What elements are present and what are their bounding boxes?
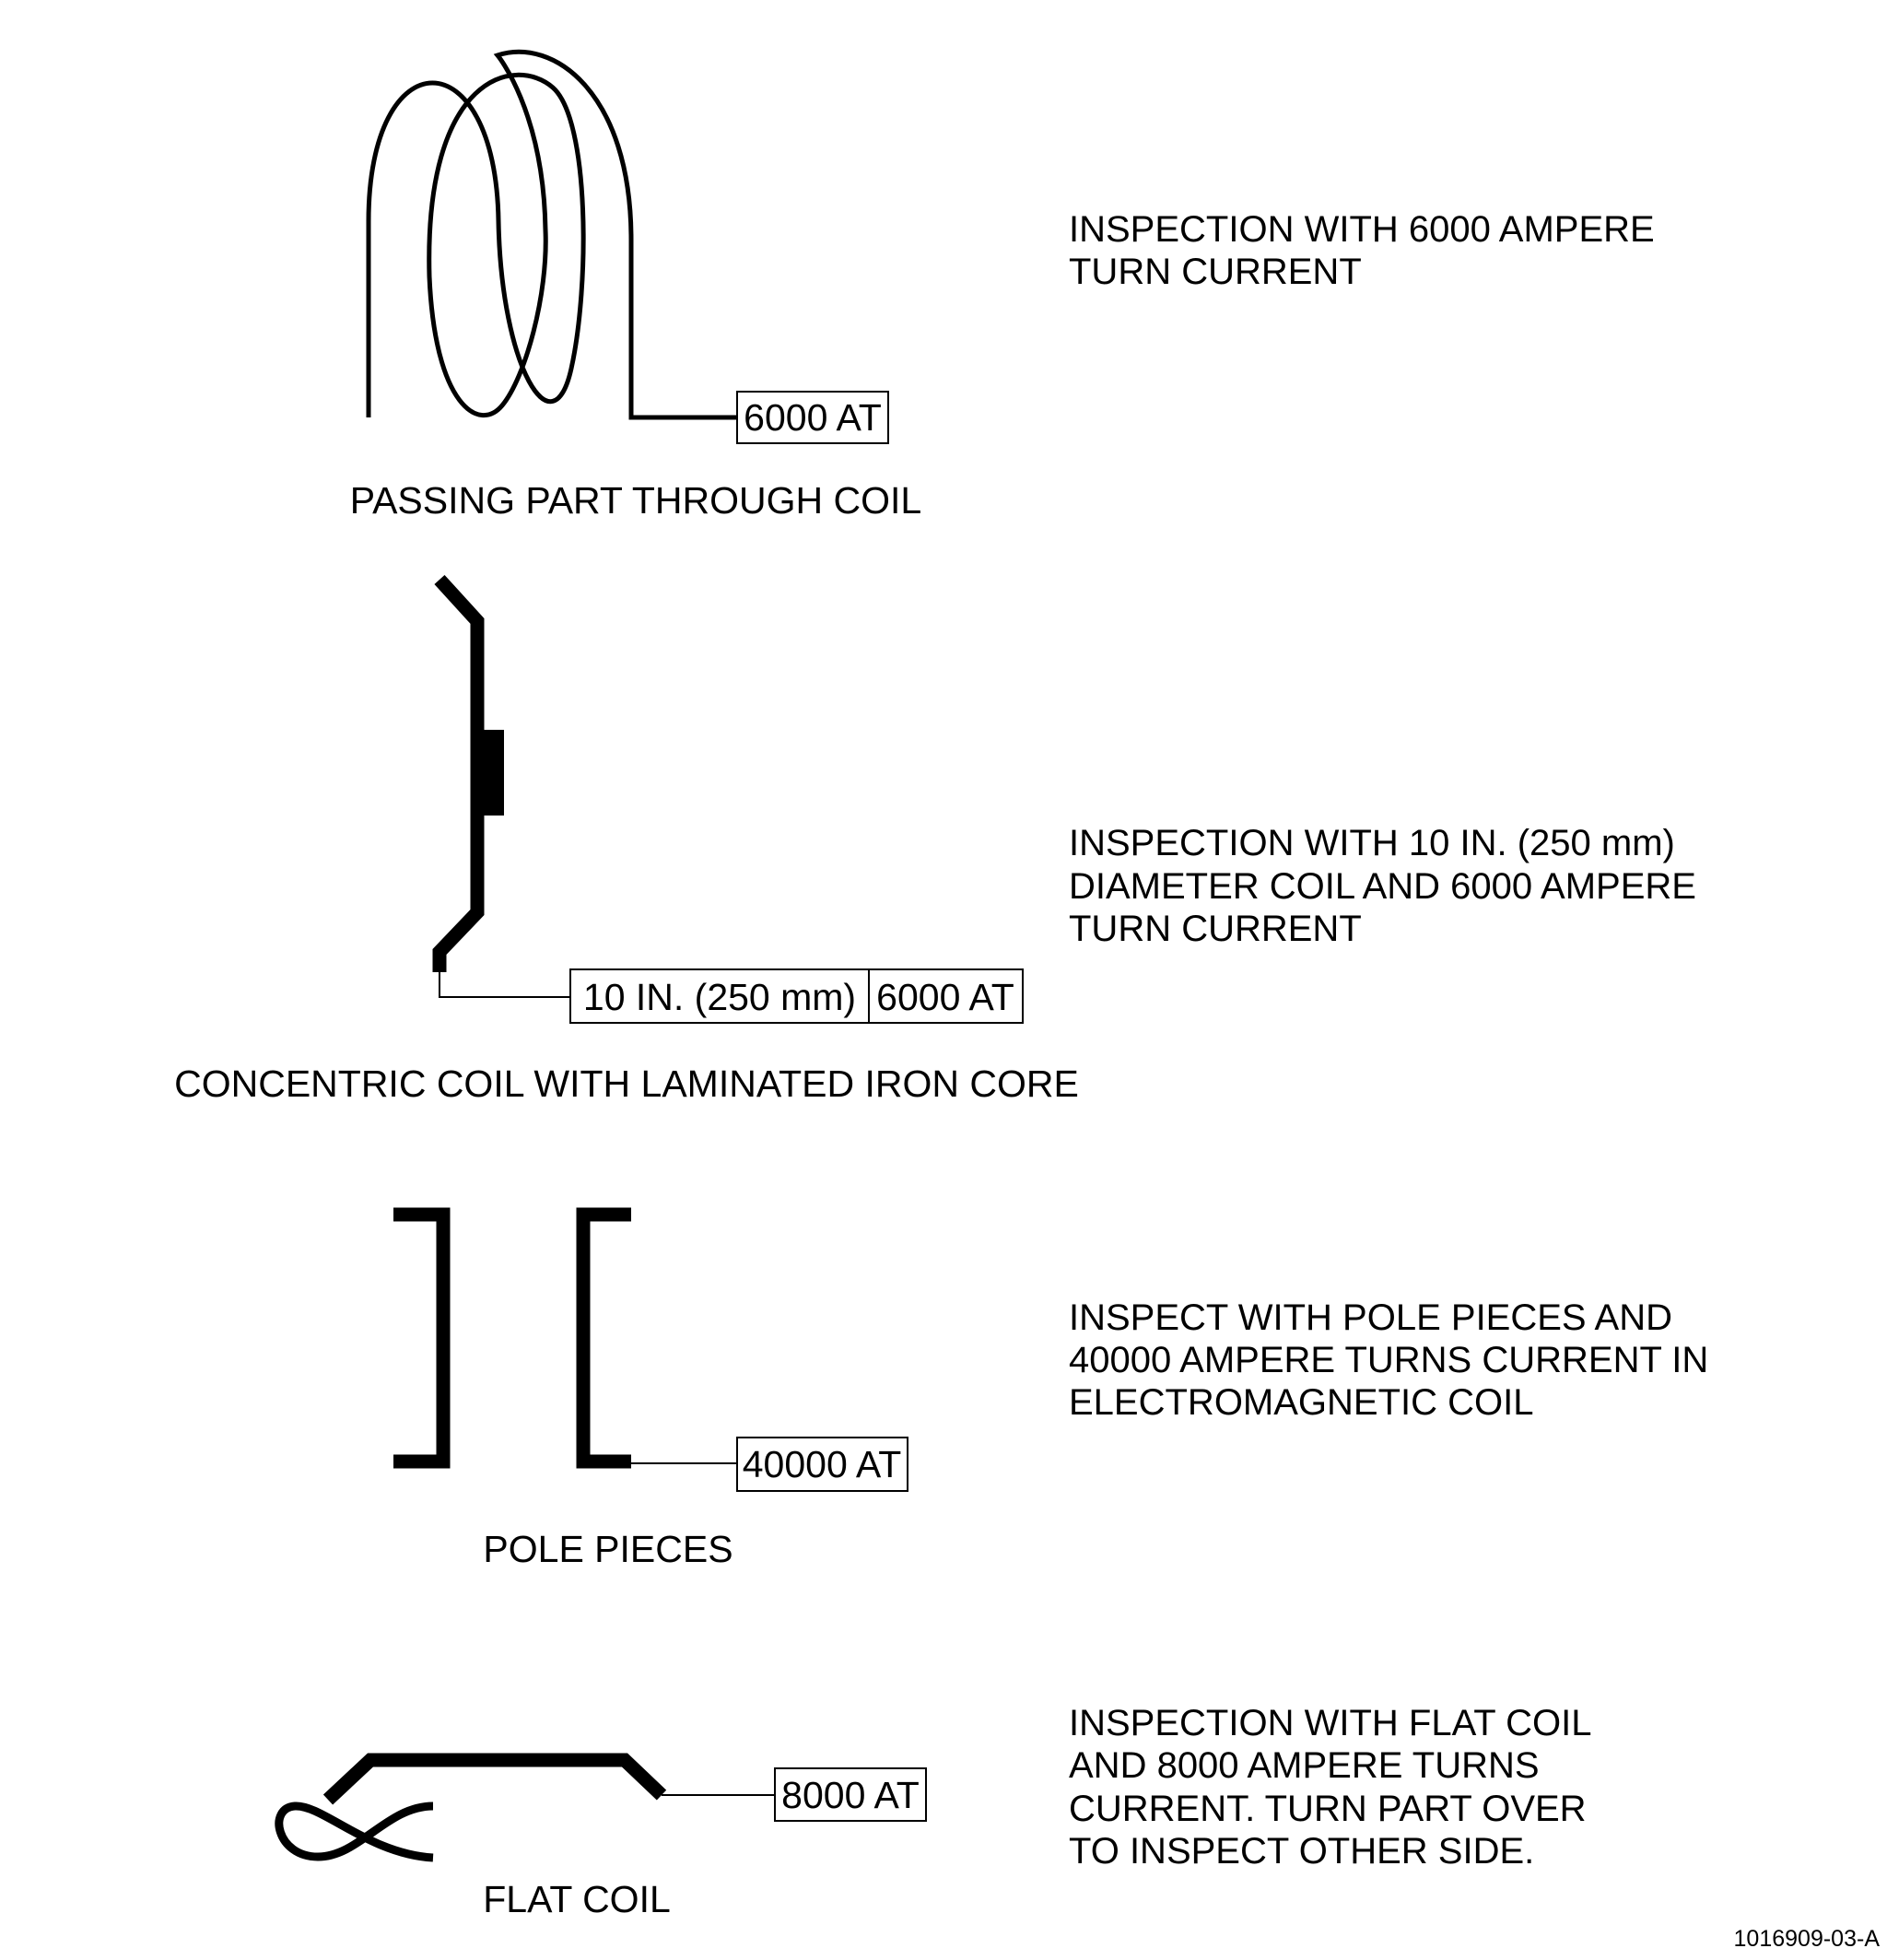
panel-coil-passing <box>350 52 1655 522</box>
helical-coil-drawing <box>369 52 737 417</box>
description-line: TURN CURRENT <box>1069 252 1362 292</box>
left-pole-piece <box>393 1215 443 1461</box>
description-line: DIAMETER COIL AND 6000 AMPERE <box>1069 866 1696 907</box>
tag-diameter: 10 IN. (250 mm) <box>582 976 857 1018</box>
laminated-core-block <box>477 730 504 816</box>
tag-6000at: 6000 AT <box>744 396 882 439</box>
panel-concentric-coil <box>174 580 1696 1105</box>
flat-coil-bar <box>328 1760 662 1800</box>
description-line: TO INSPECT OTHER SIDE. <box>1069 1831 1535 1872</box>
description-line: INSPECTION WITH FLAT COIL <box>1069 1703 1592 1743</box>
description-line: AND 8000 AMPERE TURNS <box>1069 1745 1540 1786</box>
coil-cross-section-drawing <box>440 580 477 972</box>
description-line: 40000 AMPERE TURNS CURRENT IN <box>1069 1340 1709 1380</box>
description-line: ELECTROMAGNETIC COIL <box>1069 1382 1534 1423</box>
description-line: INSPECTION WITH 6000 AMPERE <box>1069 209 1655 250</box>
description-line: TURN CURRENT <box>1069 909 1362 949</box>
description-line: CURRENT. TURN PART OVER <box>1069 1789 1587 1829</box>
caption-pole-pieces: POLE PIECES <box>483 1528 733 1570</box>
tag-6000at: 6000 AT <box>876 976 1014 1018</box>
panel-flat-coil <box>279 1703 1592 1920</box>
description-line: INSPECTION WITH 10 IN. (250 mm) <box>1069 823 1675 863</box>
tag-8000at: 8000 AT <box>781 1774 920 1816</box>
description-line: INSPECT WITH POLE PIECES AND <box>1069 1297 1672 1338</box>
caption-flat-coil: FLAT COIL <box>483 1878 671 1920</box>
figure-id: 1016909-03-A <box>1733 1926 1880 1952</box>
tag-40000at: 40000 AT <box>742 1443 902 1485</box>
panel-pole-pieces <box>393 1215 1708 1570</box>
leader-line <box>440 968 570 997</box>
caption-concentric-coil: CONCENTRIC COIL WITH LAMINATED IRON CORE <box>174 1062 1079 1105</box>
right-pole-piece <box>583 1215 631 1461</box>
caption-passing-part: PASSING PART THROUGH COIL <box>349 479 922 522</box>
flat-coil-loop <box>279 1806 433 1858</box>
